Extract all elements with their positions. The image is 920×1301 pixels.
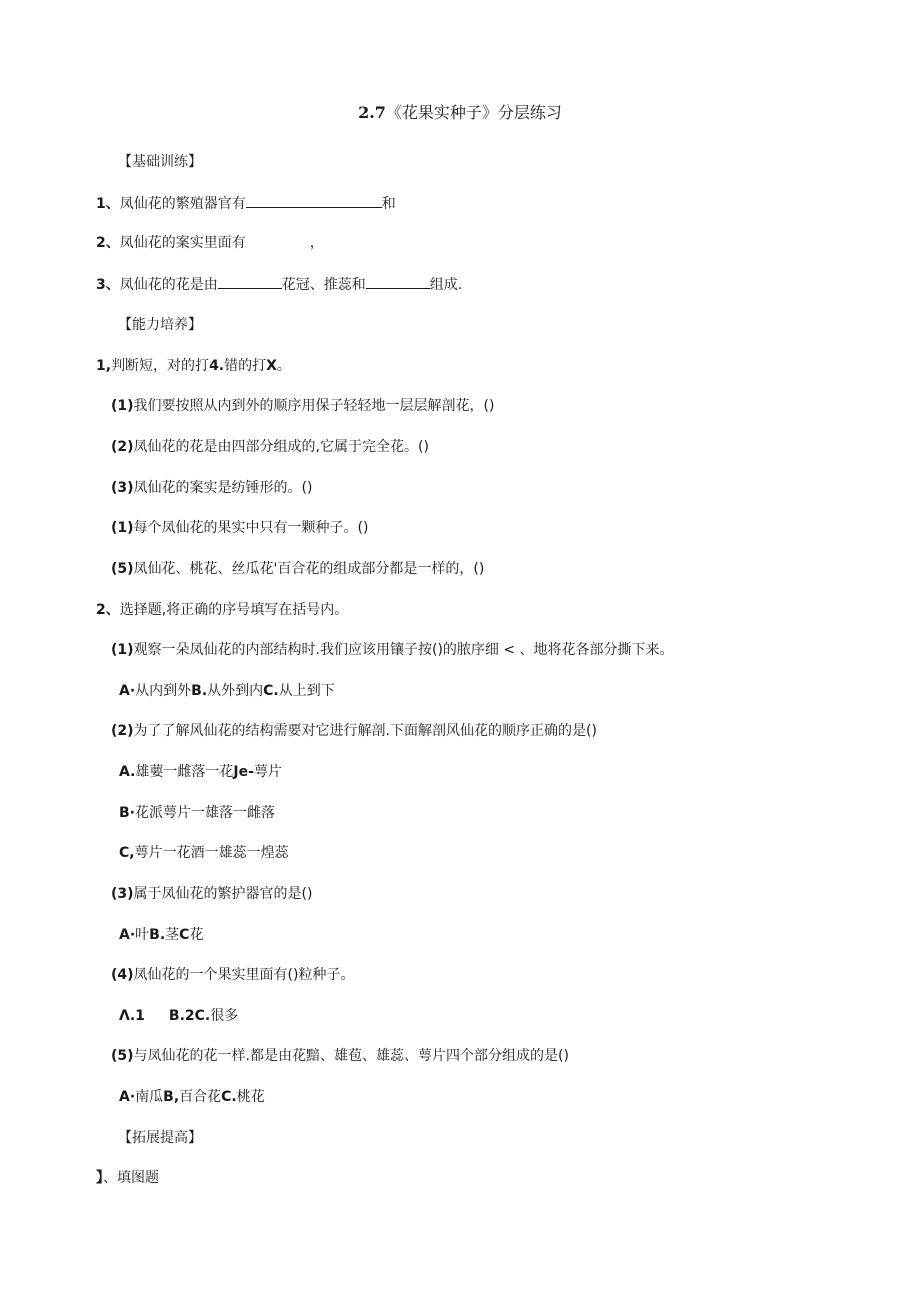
judge-item [111,478,312,498]
option-letter: C [179,927,190,943]
title-number: 2.7 [358,103,386,122]
option-text[interactable]: 南瓜 [135,1089,164,1105]
item-text: 凤仙花的一个果实里面有()粒种子。 [133,967,355,983]
option-text: 雄葽一雌落一花 [135,764,234,780]
option-letter[interactable]: B.2 [168,1008,195,1024]
choice-item-1 [111,640,674,660]
option-letter: C. [263,683,279,699]
question-text: 。 [276,358,291,374]
option-text[interactable]: 叶 [135,927,150,943]
option-letter[interactable]: Λ.1 [119,1008,145,1024]
answer-blank[interactable] [246,193,382,208]
option-text[interactable]: 百合花 [179,1089,222,1105]
question-number: 】 [96,1170,103,1186]
option-text: 萼片 [253,764,282,780]
option-text[interactable]: 从外到内 [207,683,264,699]
question-text-after: 组成. [429,277,463,293]
item-number: (1) [111,642,134,658]
item-number: (5) [111,561,134,577]
option-letter: C. [221,1089,237,1105]
option-letter: A· [119,927,136,943]
question-text-mid: 花冠、推蕊和 [281,277,366,293]
option-letter: B· [119,805,135,821]
choice-options-3 [119,925,203,945]
option-text[interactable]: 桃花 [236,1089,265,1105]
question-text: 凤仙花的花是由 [119,277,218,293]
item-text: 为了了解风仙花的结构需要对它进行解剖.下面解剖风仙花的顺序正确的是() [133,723,597,739]
question-text: 错的打 [224,358,267,374]
judge-item [111,518,368,538]
judge-item [111,396,494,416]
question-text: 判断短，对的打 [111,358,210,374]
option-letter: B. [191,683,208,699]
question-number: 1、 [96,196,120,212]
choice-item-5 [111,1046,569,1066]
question-text: 、填图题 [103,1170,159,1186]
title-text: 《花果实种子》分层练习 [385,103,562,122]
question-number: 2、 [96,235,120,251]
answer-blank[interactable] [218,274,282,289]
question-number: 2、 [96,602,120,618]
extend-question-1 [96,1168,159,1188]
choice-option-2a[interactable] [119,762,282,782]
choice-options-1 [119,681,335,701]
item-number: (4) [111,967,134,983]
option-letter: C, [119,845,135,861]
option-letter: B, [163,1089,180,1105]
option-text[interactable]: 从内到外 [135,683,192,699]
option-text: 花派萼片一雄落一雌落 [135,805,275,821]
question-text-after: 和 [381,196,396,212]
choice-option-2c[interactable] [119,843,289,863]
item-number: (1) [111,520,134,536]
basic-question-3 [96,274,462,295]
option-text-bold: Je- [233,764,254,780]
item-text: 与凤仙花的花一样.都是由花黯、雄苞、雄蕊、萼片四个部分组成的是() [133,1048,569,1064]
choice-item-4 [111,965,354,985]
choice-options-4 [119,1006,238,1026]
item-text: 凤仙花的花是由四部分组成的,它属于完全花。() [133,439,429,455]
section-extend-heading: 【拓展提高】 [118,1130,202,1146]
choice-option-2b[interactable] [119,803,275,823]
option-letter: A· [119,683,136,699]
choice-options-5 [119,1087,265,1107]
item-number: (3) [111,480,134,496]
section-ability-heading: 【能力培养】 [118,317,202,333]
judge-item [111,559,484,579]
item-text: 属于凤仙花的繁护器官的是() [133,886,313,902]
option-text[interactable]: 茎 [165,927,180,943]
item-text: 凤仙花的案实是纺锤形的。() [133,480,313,496]
question-number: 3、 [96,277,120,293]
option-letter: A. [119,764,136,780]
choice-question [96,600,348,620]
judge-item [111,437,429,457]
choice-item-3 [111,884,312,904]
option-letter: C. [194,1008,211,1024]
page-title [0,102,920,124]
item-number: (1) [111,398,134,414]
question-number: 1, [96,358,112,374]
item-number: (5) [111,1048,134,1064]
item-text: 观察一朵凤仙花的内部结构时.我们应该用镶子按()的脓序细 < 、地将花各部分撕下来。 [133,642,674,658]
option-letter: A· [119,1089,136,1105]
option-text[interactable]: 从上到下 [278,683,335,699]
option-text: 萼片一花酒一雄蕊一煌蕊 [134,845,289,861]
question-text-after: ， [309,235,324,251]
item-text: 我们要按照从内到外的顺序用保子轻轻地一层层解剖花，() [133,398,495,414]
option-text[interactable]: 花 [189,927,204,943]
answer-blank[interactable] [366,274,430,289]
choice-item-2 [111,721,597,741]
judge-question [96,356,291,376]
option-text[interactable]: 很多 [210,1008,239,1024]
item-text: 每个凤仙花的果实中只有一颗种子。() [133,520,369,536]
item-number: (2) [111,439,134,455]
wrong-mark: X [266,358,277,374]
basic-question-1 [96,193,396,214]
section-basic-heading: 【基础训练】 [118,154,202,170]
question-text: 凤仙花的案实里面有 [119,235,246,251]
item-number: (2) [111,723,134,739]
item-number: (3) [111,886,134,902]
basic-question-2 [96,233,324,253]
item-text: 凤仙花、桃花、丝瓜花'百合花的组成部分都是一样的，() [133,561,485,577]
question-text: 选择题,将正确的序号填写在括号内。 [119,602,349,618]
question-text: 凤仙花的繁殖器官有 [119,196,246,212]
option-letter: B. [149,927,166,943]
correct-mark: 4. [209,358,225,374]
